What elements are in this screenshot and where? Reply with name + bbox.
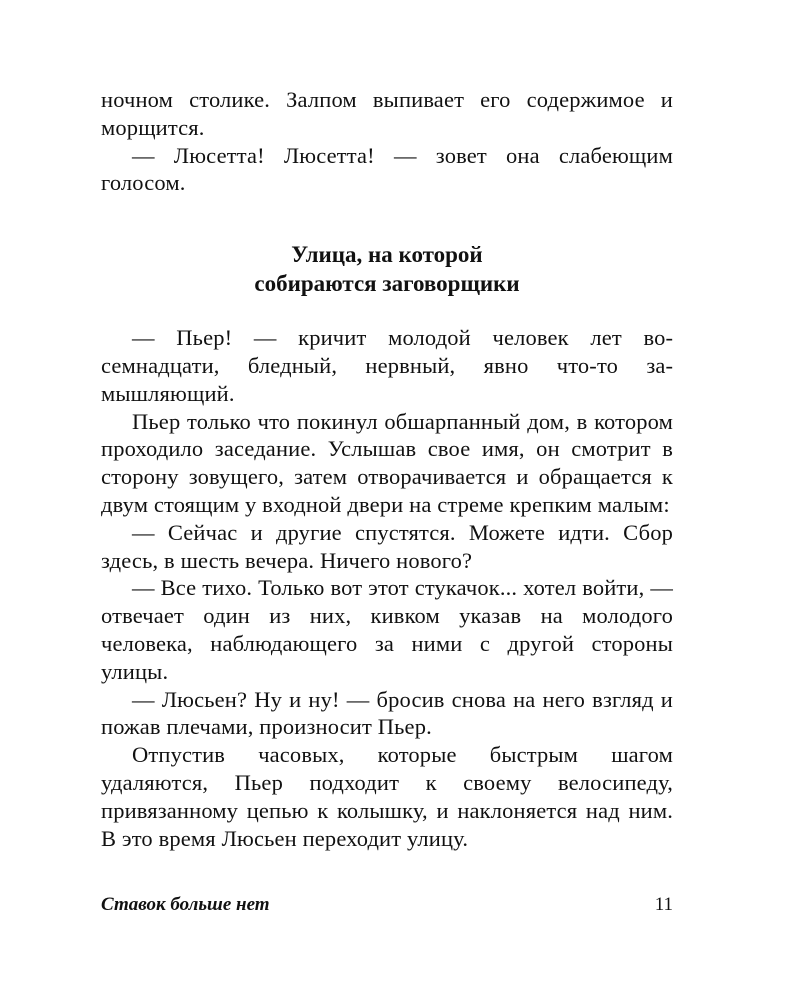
opening-text (101, 86, 673, 197)
page-footer (101, 893, 673, 917)
paragraph: — Люсетта! Люсетта! — зовет она слабеющим голосом. (101, 142, 673, 196)
page-number: 11 (654, 894, 673, 915)
chapter-heading-line-1: Улица, на которой (291, 242, 483, 268)
paragraph: — Люсьен? Ну и ну! — бросив снова на него взгляд и пожав плечами, произносит Пьер. (101, 686, 673, 740)
paragraph: — Пьер! — кричит молодой человек лет восемнадцати, бледный, нервный, явно что-то замышляющий. (101, 325, 673, 406)
paragraph: — Все тихо. Только вот этот стукачок... хотел войти, — отвечает один из них, кивком указав на молодого человека, наблюдающего за ними с другой стороны улицы. (101, 575, 673, 684)
running-title: Ставок больше нет (101, 894, 270, 915)
paragraph: ночном столике. Залпом выпивает его содержимое и морщится. (101, 87, 673, 140)
book-page (101, 86, 673, 916)
chapter-body (101, 324, 673, 852)
paragraph: Отпустив часовых, которые быстрым шагом удаляются, Пьер подходит к своему велосипеду, привязанному цепью к колышку, и наклоняется над ним. В это время Люсьен переходит улицу. (101, 742, 673, 851)
paragraph: — Сейчас и другие спустятся. Можете идти. Сбор здесь, в шесть вечера. Ничего нового? (101, 519, 673, 573)
paragraph: Пьер только что покинул обшарпанный дом, в котором проходило заседание. Услышав свое имя, он смотрит в сторону зовущего, затем отворачивается и обращается к двум стоящим у входной двери на стреме крепким малым: (101, 408, 673, 517)
chapter-heading (101, 240, 673, 298)
chapter-heading-line-2: собираются заговорщики (254, 271, 520, 297)
